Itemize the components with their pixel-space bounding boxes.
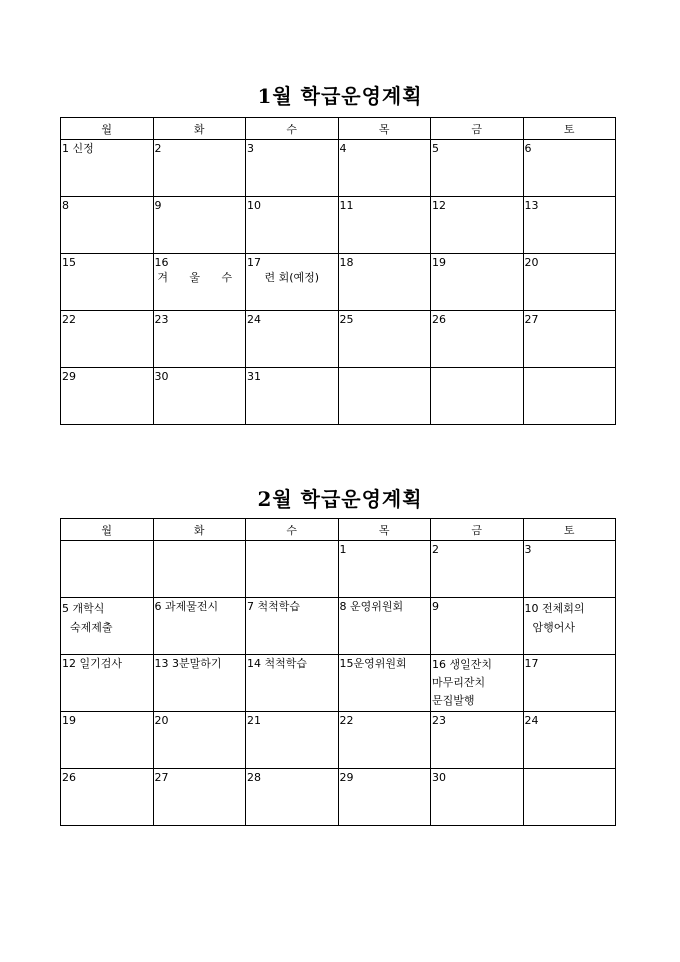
day-label: 27 (524, 313, 539, 326)
day-cell (153, 140, 246, 197)
day-label: 20 (154, 714, 169, 727)
january-calendar (60, 117, 616, 425)
weekday-sat: 토 (523, 519, 616, 541)
day-cell (523, 140, 616, 197)
day-label: 19 (432, 256, 446, 269)
day-cell (246, 368, 339, 425)
week-row (61, 311, 616, 368)
day-label: 19 (62, 714, 76, 727)
day-cell (338, 311, 431, 368)
day-cell (61, 197, 154, 254)
day-label: 4 (339, 142, 347, 155)
week-row (61, 541, 616, 598)
day-label: 23 (154, 313, 169, 326)
weekday-fri: 금 (431, 118, 524, 140)
day-cell (246, 311, 339, 368)
day-cell (246, 655, 339, 712)
day-cell (431, 598, 524, 655)
day-cell (246, 140, 339, 197)
day-cell (431, 140, 524, 197)
day-cell (338, 197, 431, 254)
day-label: 26 (432, 313, 446, 326)
day-label: 2 (154, 142, 162, 155)
day-cell (246, 712, 339, 769)
february-calendar (60, 518, 616, 826)
day-cell (153, 769, 246, 826)
event-note: 암행어사 (532, 621, 576, 634)
day-cell (61, 311, 154, 368)
day-label: 28 (247, 771, 261, 784)
day-label: 30 (432, 771, 446, 784)
day-label: 1 (339, 543, 347, 556)
day-cell (431, 712, 524, 769)
day-cell (523, 254, 616, 311)
february-title: 2월 학급운영계획 (257, 487, 423, 511)
day-cell (338, 541, 431, 598)
day-cell (431, 541, 524, 598)
day-cell (523, 655, 616, 712)
day-cell (153, 541, 246, 598)
day-label: 15 (62, 256, 76, 269)
day-label: 23 (432, 714, 446, 727)
day-cell (153, 712, 246, 769)
day-label: 15운영위원회 (339, 657, 407, 670)
day-cell (61, 140, 154, 197)
weekday-fri: 금 (431, 519, 524, 541)
day-cell (61, 541, 154, 598)
day-label: 8 (62, 199, 69, 212)
day-cell (338, 140, 431, 197)
day-label: 5 (432, 142, 439, 155)
day-label: 10 전체회의 (524, 602, 585, 615)
day-cell (61, 655, 154, 712)
day-cell (153, 598, 246, 655)
event-note: 숙제제출 (70, 621, 113, 634)
event-note: 련 회(예정) (264, 271, 320, 284)
day-label: 16 (154, 256, 169, 269)
week-row (61, 254, 616, 311)
day-cell (338, 712, 431, 769)
weekday-thu: 목 (338, 118, 431, 140)
day-cell (246, 541, 339, 598)
january-title: 1월 학급운영계획 (257, 84, 423, 108)
day-label: 10 (247, 199, 261, 212)
day-label: 25 (339, 313, 354, 326)
day-cell (246, 769, 339, 826)
day-label: 16 생일잔치 (432, 658, 492, 671)
event-note: 겨 울 수 (157, 271, 242, 284)
week-row (61, 655, 616, 712)
day-label: 9 (154, 199, 162, 212)
day-cell (153, 655, 246, 712)
day-label: 1 신정 (62, 142, 94, 155)
day-cell (153, 197, 246, 254)
day-cell (61, 769, 154, 826)
day-cell (523, 598, 616, 655)
day-label: 29 (62, 370, 76, 383)
week-row (61, 712, 616, 769)
day-label: 18 (339, 256, 354, 269)
week-row (61, 197, 616, 254)
day-label: 17 (247, 256, 261, 269)
day-cell (153, 254, 246, 311)
day-cell (431, 254, 524, 311)
day-cell (431, 368, 524, 425)
weekday-header-row (61, 519, 616, 541)
day-label: 31 (247, 370, 261, 383)
event-note: 문집발행 (432, 694, 475, 707)
day-cell (338, 598, 431, 655)
day-cell (61, 254, 154, 311)
week-row (61, 769, 616, 826)
day-label: 6 과제물전시 (154, 600, 219, 613)
day-label: 24 (247, 313, 261, 326)
day-cell (338, 655, 431, 712)
day-label: 2 (432, 543, 439, 556)
day-label: 27 (154, 771, 169, 784)
weekday-sat: 토 (523, 118, 616, 140)
weekday-wed: 수 (246, 519, 339, 541)
day-cell (153, 311, 246, 368)
day-cell (61, 712, 154, 769)
day-label: 17 (524, 657, 539, 670)
day-label: 30 (154, 370, 169, 383)
day-label: 22 (339, 714, 354, 727)
week-row (61, 140, 616, 197)
day-cell (431, 655, 524, 712)
day-cell (523, 712, 616, 769)
day-label: 8 운영위원회 (339, 600, 404, 613)
day-label: 11 (339, 199, 354, 212)
day-cell (523, 769, 616, 826)
day-cell (153, 368, 246, 425)
day-label: 24 (524, 714, 539, 727)
day-cell (338, 769, 431, 826)
weekday-thu: 목 (338, 519, 431, 541)
week-row (61, 598, 616, 655)
day-label: 9 (432, 600, 439, 613)
day-label: 26 (62, 771, 76, 784)
day-label: 12 (432, 199, 446, 212)
day-cell (431, 769, 524, 826)
day-label: 7 척척학습 (247, 600, 300, 613)
day-cell (523, 541, 616, 598)
day-cell (246, 254, 339, 311)
weekday-wed: 수 (246, 118, 339, 140)
day-cell (338, 368, 431, 425)
day-cell (431, 197, 524, 254)
day-label: 6 (524, 142, 532, 155)
weekday-tue: 화 (153, 519, 246, 541)
day-label: 13 3분말하기 (154, 657, 222, 670)
day-label: 29 (339, 771, 354, 784)
weekday-mon: 월 (61, 519, 154, 541)
day-cell (523, 197, 616, 254)
day-cell (61, 598, 154, 655)
day-label: 3 (247, 142, 254, 155)
day-cell (246, 197, 339, 254)
weekday-header-row (61, 118, 616, 140)
day-label: 3 (524, 543, 532, 556)
day-label: 21 (247, 714, 261, 727)
day-cell (61, 368, 154, 425)
day-cell (523, 368, 616, 425)
day-cell (246, 598, 339, 655)
day-label: 5 개학식 (62, 602, 105, 615)
day-cell (338, 254, 431, 311)
day-label: 14 척척학습 (247, 657, 307, 670)
day-cell (523, 311, 616, 368)
event-note: 마무리잔치 (432, 676, 486, 689)
day-label: 22 (62, 313, 76, 326)
weekday-tue: 화 (153, 118, 246, 140)
day-cell (431, 311, 524, 368)
day-label: 20 (524, 256, 539, 269)
weekday-mon: 월 (61, 118, 154, 140)
week-row (61, 368, 616, 425)
day-label: 12 일기검사 (62, 657, 122, 670)
day-label: 13 (524, 199, 539, 212)
